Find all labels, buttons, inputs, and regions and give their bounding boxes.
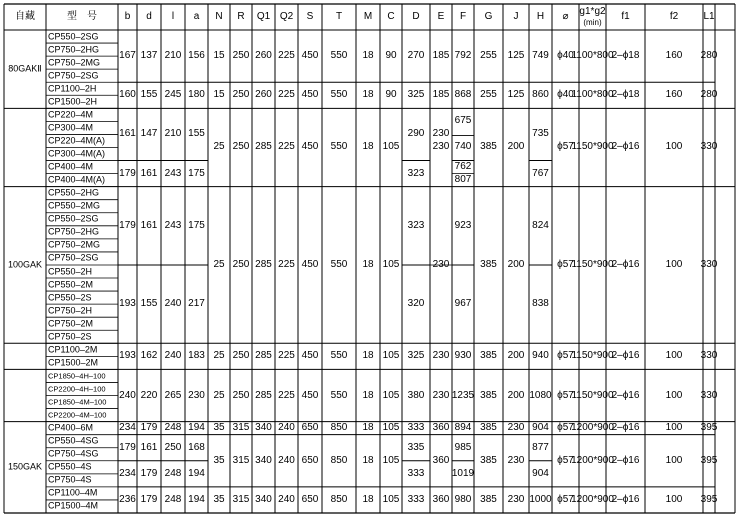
model-cell: CP2200–4H–100 xyxy=(48,384,106,394)
value-n: 35 xyxy=(213,422,225,434)
value-a: 156 xyxy=(188,50,205,62)
value-q2: 240 xyxy=(278,493,295,505)
value-r: 315 xyxy=(232,422,250,434)
value-l: 243 xyxy=(164,219,182,231)
model-cell: CP220–4M xyxy=(48,109,94,120)
value-f1: 2–ϕ16 xyxy=(611,493,640,505)
value-a: 230 xyxy=(188,389,205,401)
value-h: 824 xyxy=(532,219,549,231)
value-s: 450 xyxy=(301,141,319,153)
value-r: 250 xyxy=(232,89,250,101)
model-cell: CP1100–4M xyxy=(48,487,98,498)
value-q2: 225 xyxy=(278,258,295,270)
value-h: 838 xyxy=(532,298,549,310)
value-h: 767 xyxy=(532,167,549,179)
header-r: R xyxy=(237,11,245,22)
value-n: 35 xyxy=(213,493,225,505)
header-f1: f1 xyxy=(621,11,630,22)
header-n: N xyxy=(215,11,223,22)
value-f: 1235 xyxy=(451,389,475,401)
value-h: 940 xyxy=(532,350,549,362)
value-c: 105 xyxy=(382,258,400,270)
value-r: 250 xyxy=(232,389,250,401)
value-l1: 395 xyxy=(700,454,718,466)
value-f2: 160 xyxy=(665,89,683,101)
value-m: 18 xyxy=(362,50,374,62)
value-j: 200 xyxy=(507,350,525,362)
value-a: 168 xyxy=(188,441,205,453)
value-q2: 240 xyxy=(278,422,295,434)
model-cell: CP1500–2H xyxy=(48,96,98,107)
value-c: 90 xyxy=(385,89,397,101)
value-f2: 100 xyxy=(665,422,683,434)
value-e: 230 xyxy=(432,258,450,270)
value-d: 323 xyxy=(407,167,425,179)
value-m: 18 xyxy=(362,141,374,153)
value-q1: 340 xyxy=(255,454,272,466)
value-d: 333 xyxy=(407,422,425,434)
value-b: 234 xyxy=(119,467,136,479)
value-f1: 2–ϕ16 xyxy=(611,389,640,401)
value-f2: 100 xyxy=(665,141,683,153)
value-j: 200 xyxy=(507,141,525,153)
model-cell: CP750–4S xyxy=(48,474,92,485)
value-g: 385 xyxy=(480,454,497,466)
value-g: 255 xyxy=(480,50,497,62)
model-cell: CP1850–4H–100 xyxy=(48,371,106,381)
value-d: 323 xyxy=(407,219,425,231)
value-q1: 260 xyxy=(255,89,272,101)
header-q1: Q1 xyxy=(256,11,271,22)
value-a: 155 xyxy=(188,128,205,140)
value-f1: 2–ϕ18 xyxy=(611,89,640,101)
value-q2: 225 xyxy=(278,350,295,362)
value-f: 930 xyxy=(454,350,472,362)
value-c: 90 xyxy=(385,50,397,62)
value-c: 105 xyxy=(382,141,400,153)
value-h: 1080 xyxy=(529,389,552,401)
header-g: G xyxy=(484,11,493,22)
value-f: 740 xyxy=(454,141,472,153)
model-cell: CP750–4SG xyxy=(48,448,99,459)
model-cell: CP400–4M xyxy=(48,161,94,172)
value-g: 1200*900 xyxy=(571,493,614,505)
header-l1: L1 xyxy=(703,11,715,22)
header-b: b xyxy=(124,11,131,22)
value-t: 550 xyxy=(330,50,348,62)
model-cell: CP1100–2M xyxy=(48,344,98,355)
value-l1: 395 xyxy=(700,422,718,434)
value-r: 250 xyxy=(232,50,250,62)
value-f: 762 xyxy=(454,161,472,173)
value-a: 217 xyxy=(188,298,205,310)
model-cell: CP750–2HG xyxy=(48,44,100,55)
value-s: 650 xyxy=(301,422,319,434)
value-d: 161 xyxy=(140,219,158,231)
value-n: 15 xyxy=(213,89,225,101)
value-e: 230 xyxy=(432,389,450,401)
value-e: 360 xyxy=(432,422,450,434)
value-n: 25 xyxy=(213,389,225,401)
value-l: 210 xyxy=(164,50,182,62)
value-l1: 330 xyxy=(700,258,718,270)
value-f1: 2–ϕ16 xyxy=(611,350,640,362)
value-q2: 225 xyxy=(278,389,295,401)
value-q2: 225 xyxy=(278,141,295,153)
value-n: 15 xyxy=(213,50,225,62)
value-f2: 100 xyxy=(665,350,683,362)
value-c: 105 xyxy=(382,454,400,466)
value-j: 200 xyxy=(507,258,525,270)
value-d: 161 xyxy=(140,167,158,179)
value-d: 290 xyxy=(407,128,425,140)
header-s: S xyxy=(306,11,314,22)
value-h: 1000 xyxy=(529,493,552,505)
value-b: 193 xyxy=(119,298,136,310)
value-l1: 330 xyxy=(700,350,718,362)
header-d: D xyxy=(412,11,420,22)
value-d: 320 xyxy=(407,298,425,310)
value-l1: 395 xyxy=(700,493,718,505)
value-d: 270 xyxy=(407,50,425,62)
value-n: 35 xyxy=(213,454,225,466)
value-phi: ϕ57 xyxy=(557,258,574,270)
value-q1: 285 xyxy=(255,350,272,362)
value-phi: ϕ57 xyxy=(557,389,574,401)
value-d: 147 xyxy=(140,128,158,140)
value-m: 18 xyxy=(362,89,374,101)
model-cell: CP1100–2H xyxy=(48,83,97,94)
value-q1: 340 xyxy=(255,493,272,505)
value-a: 194 xyxy=(188,422,205,434)
value-d: 137 xyxy=(140,50,158,62)
header-m: M xyxy=(363,11,373,22)
header-f2: f2 xyxy=(669,11,679,22)
value-j: 200 xyxy=(507,389,525,401)
value-j: 230 xyxy=(507,493,525,505)
value-r: 250 xyxy=(232,350,250,362)
value-b: 234 xyxy=(119,422,136,434)
model-cell: CP750–2SG xyxy=(48,252,99,263)
value-f: 807 xyxy=(454,174,472,186)
value-h: 904 xyxy=(532,422,549,434)
value-q1: 285 xyxy=(255,389,272,401)
value-g: 1100*800 xyxy=(571,89,614,101)
value-a: 180 xyxy=(188,89,205,101)
value-b: 193 xyxy=(119,350,136,362)
value-q2: 225 xyxy=(278,89,295,101)
value-f2: 160 xyxy=(665,50,683,62)
value-t: 550 xyxy=(330,389,348,401)
value-d: 220 xyxy=(140,389,158,401)
value-l: 243 xyxy=(164,167,182,179)
value-f2: 100 xyxy=(665,454,683,466)
value-g: 385 xyxy=(480,350,497,362)
model-cell: CP750–2M xyxy=(48,318,94,329)
value-r: 250 xyxy=(232,141,250,153)
value-g: 1200*900 xyxy=(571,454,614,466)
model-cell: CP750–2H xyxy=(48,305,93,316)
header-t: T xyxy=(335,11,343,22)
model-cell: CP300–4M(A) xyxy=(48,148,106,159)
model-cell: CP550–2SG xyxy=(48,213,99,224)
value-t: 550 xyxy=(330,350,348,362)
value-j: 230 xyxy=(507,454,525,466)
value-d: 161 xyxy=(140,441,158,453)
model-cell: CP220–4M(A) xyxy=(48,135,106,146)
value-phi: ϕ40 xyxy=(557,50,574,62)
value-d: 333 xyxy=(407,493,425,505)
value-l1: 280 xyxy=(700,50,718,62)
value-g: 385 xyxy=(480,141,497,153)
value-l: 248 xyxy=(164,422,182,434)
value-m: 18 xyxy=(362,493,374,505)
header-q2: Q2 xyxy=(279,11,294,22)
value-a: 194 xyxy=(188,493,205,505)
model-cell: CP750–2HG xyxy=(48,226,100,237)
value-s: 650 xyxy=(301,454,319,466)
value-q2: 240 xyxy=(278,454,295,466)
value-a: 175 xyxy=(188,219,205,231)
value-f: 868 xyxy=(454,89,472,101)
value-f: 967 xyxy=(454,298,472,310)
value-h: 904 xyxy=(532,467,549,479)
model-cell: CP550–2MG xyxy=(48,200,101,211)
value-l: 240 xyxy=(164,350,182,362)
value-f2: 100 xyxy=(665,258,683,270)
value-n: 25 xyxy=(213,141,225,153)
value-f1: 2–ϕ16 xyxy=(611,258,640,270)
value-a: 183 xyxy=(188,350,205,362)
value-d: 380 xyxy=(407,389,425,401)
value-phi: ϕ57 xyxy=(557,350,574,362)
value-d: 333 xyxy=(407,467,425,479)
value-f: 985 xyxy=(454,441,472,453)
value-f1: 2–ϕ16 xyxy=(611,454,640,466)
value-h: 860 xyxy=(532,89,549,101)
value-d: 179 xyxy=(140,422,158,434)
model-cell: CP550–4S xyxy=(48,461,92,472)
value-q2: 225 xyxy=(278,50,295,62)
value-l: 245 xyxy=(164,89,182,101)
header-a: a xyxy=(193,11,200,22)
value-h: 877 xyxy=(532,441,549,453)
value-e: 185 xyxy=(432,89,450,101)
value-h: 735 xyxy=(532,128,549,140)
value-b: 240 xyxy=(119,389,136,401)
value-s: 650 xyxy=(301,493,319,505)
value-q1: 285 xyxy=(255,258,272,270)
value-m: 18 xyxy=(362,258,374,270)
model-cell: CP550–2SG xyxy=(48,31,99,42)
value-q1: 340 xyxy=(255,422,272,434)
value-phi: ϕ40 xyxy=(557,89,574,101)
value-d: 325 xyxy=(407,89,425,101)
value-e: 360 xyxy=(432,454,450,466)
model-cell: CP550–2HG xyxy=(48,187,100,198)
header-model: 型 号 xyxy=(67,11,97,22)
value-g: 1100*800 xyxy=(571,50,614,62)
model-cell: CP1850–4M–100 xyxy=(48,397,107,407)
value-f: 923 xyxy=(454,219,472,231)
value-f2: 100 xyxy=(665,389,683,401)
value-t: 850 xyxy=(330,422,348,434)
model-cell: CP1500–2M xyxy=(48,357,99,368)
value-n: 25 xyxy=(213,350,225,362)
value-phi: ϕ57 xyxy=(557,454,574,466)
value-s: 450 xyxy=(301,258,319,270)
value-f2: 100 xyxy=(665,493,683,505)
header-j: J xyxy=(513,11,519,22)
model-cell: CP750–2MG xyxy=(48,57,101,68)
value-s: 450 xyxy=(301,89,319,101)
value-b: 161 xyxy=(119,128,136,140)
value-h: 749 xyxy=(532,50,549,62)
value-t: 550 xyxy=(330,141,348,153)
model-cell: CP550–2S xyxy=(48,292,92,303)
value-phi: ϕ57 xyxy=(557,422,574,434)
value-f: 980 xyxy=(454,493,472,505)
value-d: 162 xyxy=(140,350,158,362)
value-g: 1150*900 xyxy=(571,141,614,153)
model-cell: CP1500–4M xyxy=(48,500,99,511)
value-f1: 2–ϕ18 xyxy=(611,50,640,62)
value-q1: 260 xyxy=(255,50,272,62)
value-phi: ϕ57 xyxy=(557,141,574,153)
header-h: H xyxy=(536,11,545,22)
value-b: 179 xyxy=(119,167,136,179)
value-r: 315 xyxy=(232,454,250,466)
value-l: 210 xyxy=(164,128,182,140)
model-cell: CP300–4M xyxy=(48,122,94,133)
value-m: 18 xyxy=(362,454,374,466)
header-g1g2: g1*g2 xyxy=(579,6,606,17)
value-d: 325 xyxy=(407,350,425,362)
value-l: 265 xyxy=(164,389,182,401)
model-cell: CP550–4SG xyxy=(48,435,99,446)
value-f: 792 xyxy=(454,50,472,62)
value-m: 18 xyxy=(362,350,374,362)
value-e: 230 xyxy=(432,141,450,153)
value-t: 850 xyxy=(330,493,348,505)
value-t: 850 xyxy=(330,454,348,466)
value-l: 248 xyxy=(164,493,182,505)
value-r: 250 xyxy=(232,258,250,270)
value-d: 179 xyxy=(140,467,158,479)
value-g: 1150*900 xyxy=(571,389,614,401)
header-l: l xyxy=(171,11,175,22)
value-phi: ϕ57 xyxy=(557,493,574,505)
value-g: 1200*900 xyxy=(571,422,614,434)
value-l1: 330 xyxy=(700,141,718,153)
header-e: E xyxy=(437,11,445,22)
model-cell: CP550–2M xyxy=(48,279,94,290)
group-label: 150GAK xyxy=(7,461,43,472)
header-f: F xyxy=(459,11,467,22)
value-b: 160 xyxy=(119,89,136,101)
value-m: 18 xyxy=(362,422,374,434)
header-c: C xyxy=(387,11,395,22)
value-g: 385 xyxy=(480,389,497,401)
model-cell: CP750–2S xyxy=(48,331,92,342)
value-b: 236 xyxy=(119,493,136,505)
value-m: 18 xyxy=(362,389,374,401)
value-g: 385 xyxy=(480,258,497,270)
value-d: 179 xyxy=(140,493,158,505)
model-cell: CP2200–4M–100 xyxy=(48,410,107,420)
value-t: 550 xyxy=(330,258,348,270)
value-f: 675 xyxy=(454,115,472,127)
value-g: 1150*900 xyxy=(571,258,614,270)
value-c: 105 xyxy=(382,389,400,401)
value-b: 179 xyxy=(119,441,136,453)
value-f1: 2–ϕ16 xyxy=(611,422,640,434)
value-d: 155 xyxy=(140,298,158,310)
value-b: 167 xyxy=(119,50,136,62)
value-l1: 330 xyxy=(700,389,718,401)
model-cell: CP750–2SG xyxy=(48,70,99,81)
value-g: 1150*900 xyxy=(571,350,614,362)
value-j: 125 xyxy=(507,89,525,101)
value-d: 335 xyxy=(407,441,425,453)
header-group: 自藏 xyxy=(15,11,35,22)
value-g: 255 xyxy=(480,89,497,101)
value-d: 155 xyxy=(140,89,158,101)
value-g: 385 xyxy=(480,493,497,505)
value-e: 185 xyxy=(432,50,450,62)
value-l: 248 xyxy=(164,467,182,479)
group-label: 80GAKⅡ xyxy=(8,63,42,74)
value-f: 1019 xyxy=(451,467,475,479)
value-s: 450 xyxy=(301,389,319,401)
header-d: d xyxy=(146,11,152,22)
value-f: 894 xyxy=(454,422,472,434)
value-e: 360 xyxy=(432,493,450,505)
model-cell: CP400–6M xyxy=(48,422,94,433)
value-j: 125 xyxy=(507,50,525,62)
value-b: 179 xyxy=(119,219,136,231)
value-l1: 280 xyxy=(700,89,718,101)
value-a: 194 xyxy=(188,467,205,479)
value-l: 240 xyxy=(164,298,182,310)
value-q1: 285 xyxy=(255,141,272,153)
value-t: 550 xyxy=(330,89,348,101)
value-r: 315 xyxy=(232,493,250,505)
value-e: 230 xyxy=(432,128,450,140)
value-j: 230 xyxy=(507,422,525,434)
value-s: 450 xyxy=(301,350,319,362)
value-s: 450 xyxy=(301,50,319,62)
value-c: 105 xyxy=(382,422,400,434)
group-label: 100GAK xyxy=(7,259,43,270)
value-l: 250 xyxy=(164,441,182,453)
value-a: 175 xyxy=(188,167,205,179)
value-n: 25 xyxy=(213,258,225,270)
header-phi: ⌀ xyxy=(562,11,569,22)
model-cell: CP750–2MG xyxy=(48,239,101,250)
model-cell: CP550–2H xyxy=(48,266,93,276)
header-g1g2-unit: (min) xyxy=(583,18,602,27)
model-cell: CP400–4M(A) xyxy=(48,174,106,185)
value-g: 385 xyxy=(480,422,497,434)
value-f1: 2–ϕ16 xyxy=(611,141,640,153)
value-c: 105 xyxy=(382,493,400,505)
value-e: 230 xyxy=(432,350,450,362)
value-c: 105 xyxy=(382,350,400,362)
